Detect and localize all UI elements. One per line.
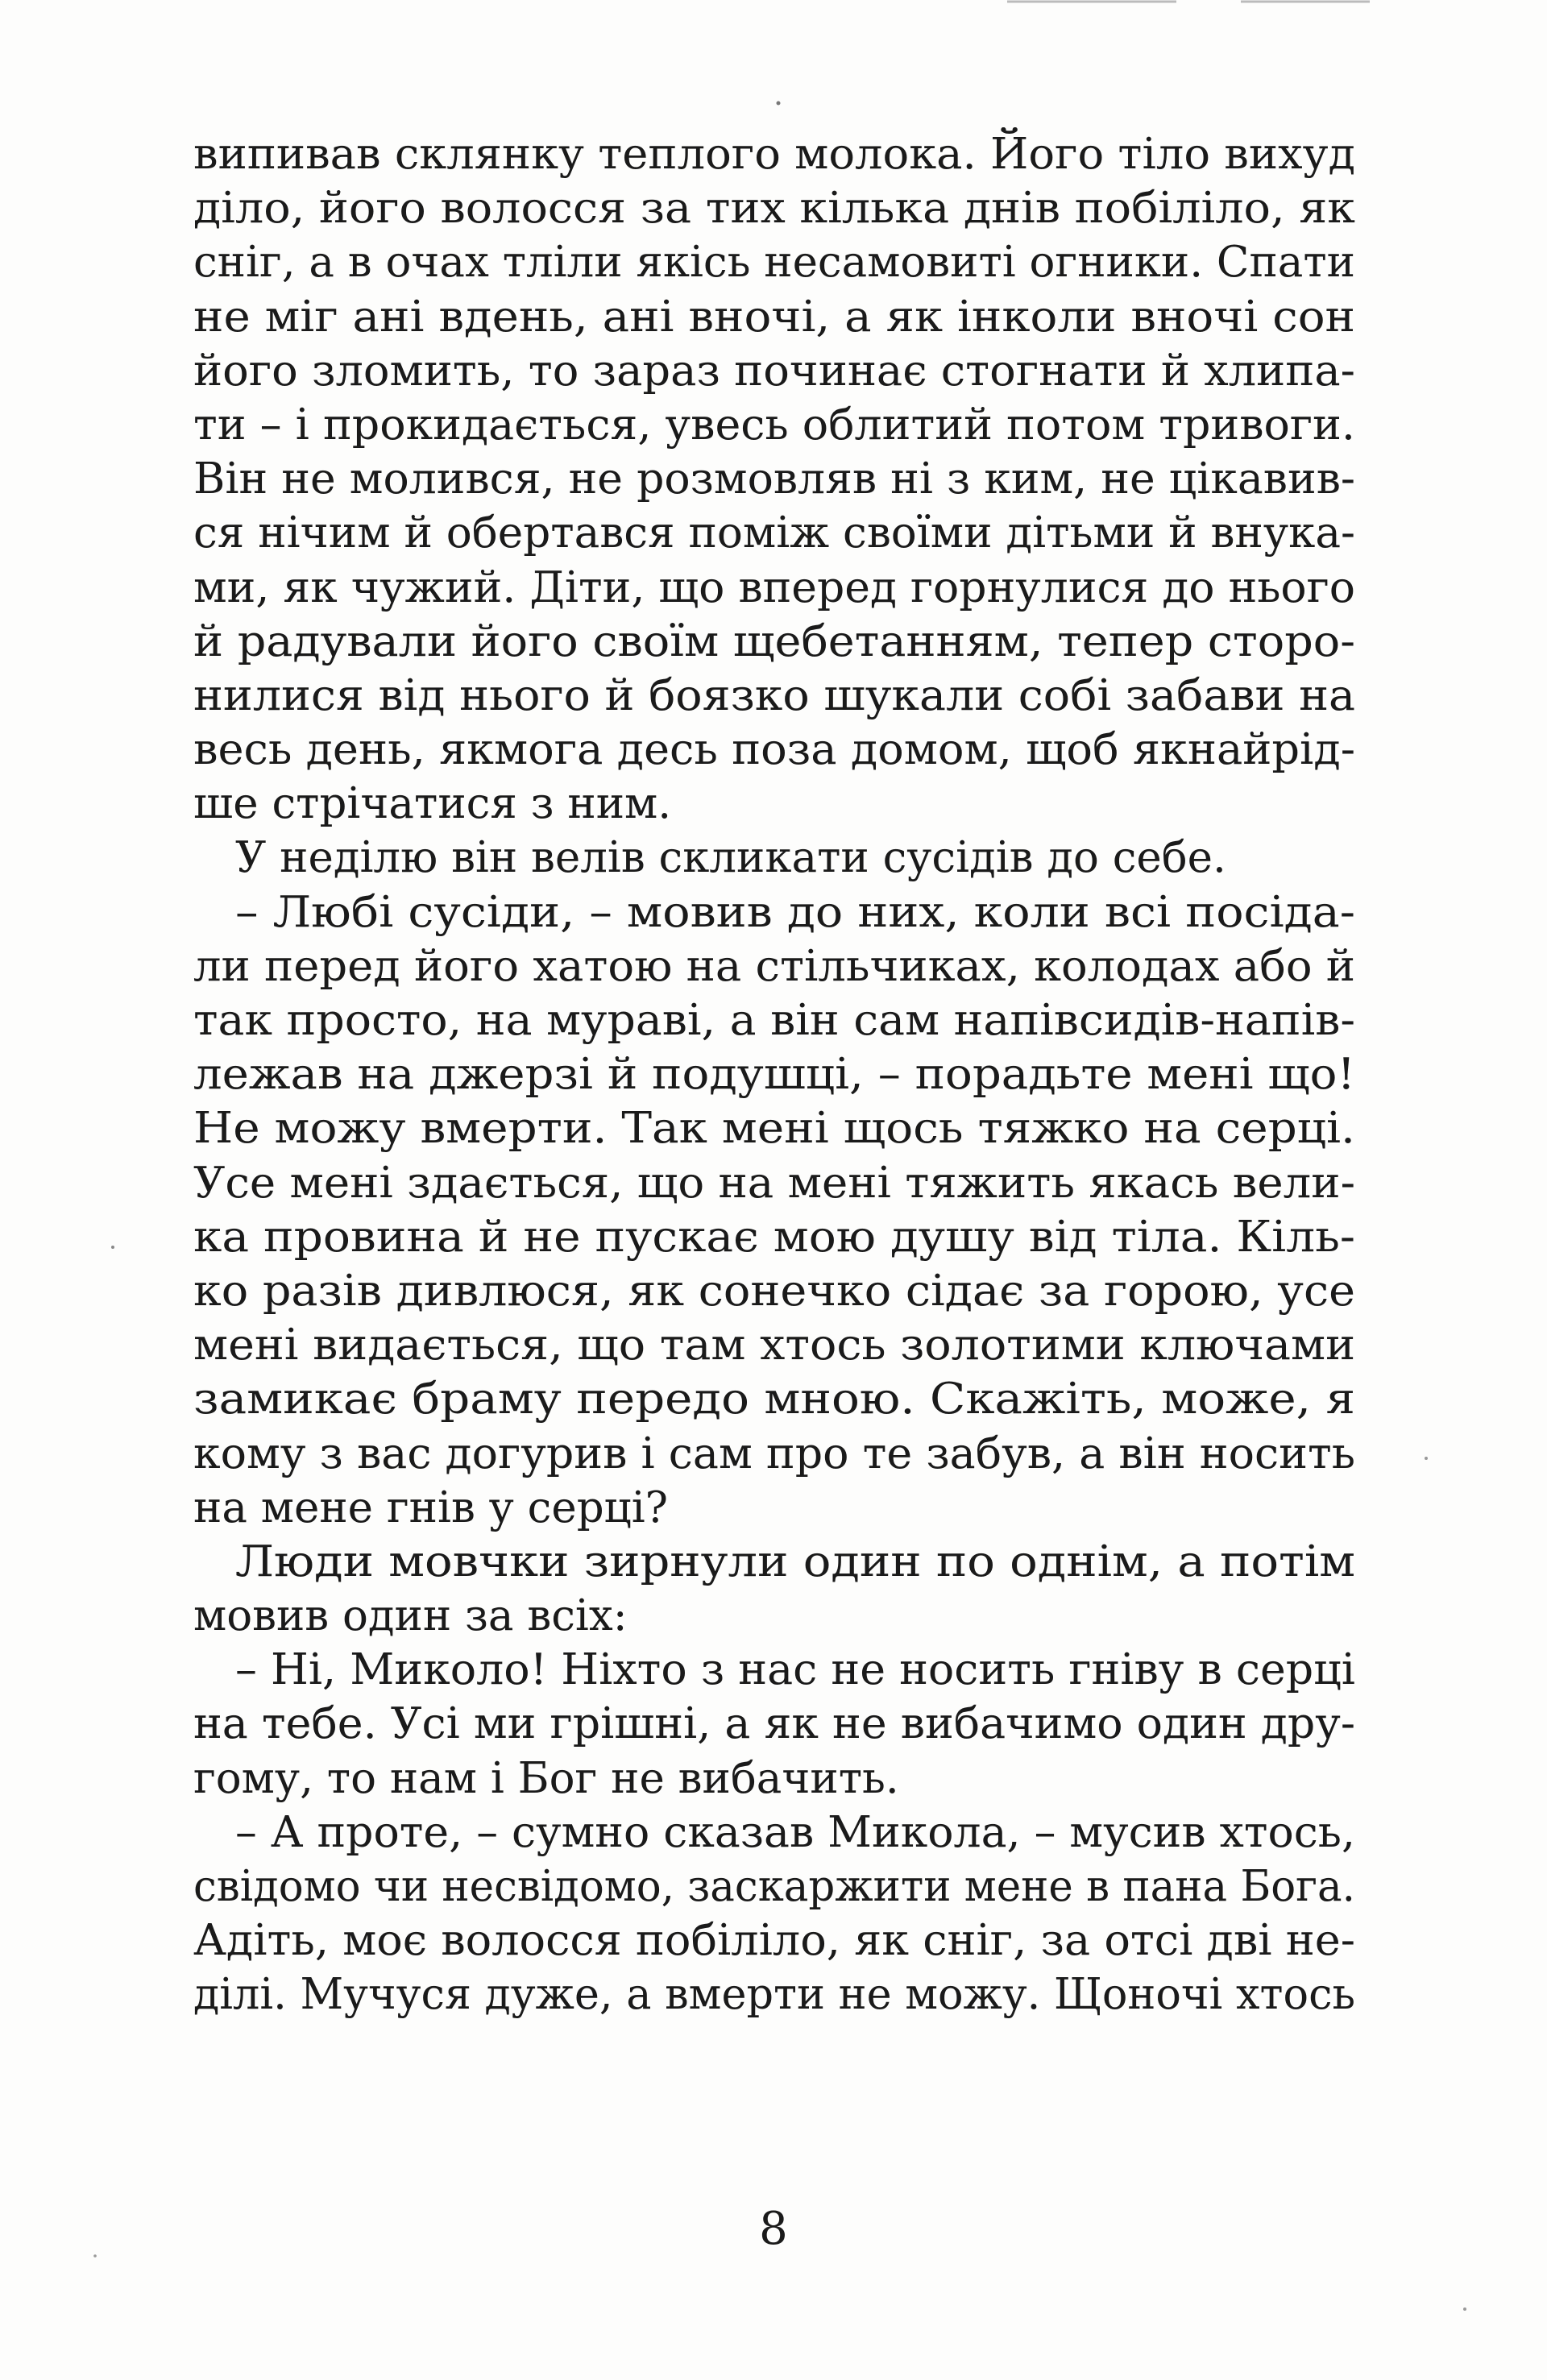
text-line [193,831,1355,885]
text-line-content: ділі. Мучуся дуже, а вмерти не можу. Щоночі хтось [193,1970,1355,2020]
text-line-content: ше стрічатися з ним. [193,779,672,829]
text-line-content: ми, як чужий. Діти, що вперед горнулися до нього [193,562,1355,612]
text-line [193,1101,1355,1155]
text-line-content: так просто, на мураві, а він сам напівсидів-напів- [193,996,1355,1045]
text-line-content: Він не молився, не розмовляв ні з ким, не цікавив- [193,454,1356,504]
text-line-content: мені видається, що там хтось золотими ключами [193,1321,1356,1370]
text-line [193,127,1355,181]
text-line [193,885,1355,939]
text-line-content: ка провина й не пускає мою душу від тіла. Кіль- [193,1212,1355,1262]
text-line-content: ли перед його хатою на стільчиках, колодах або й [193,941,1355,991]
text-line [193,723,1355,777]
text-line [193,344,1355,398]
text-line [193,1967,1355,2021]
text-line-content: Адіть, моє волосся побіліло, як сніг, за отсі дві не- [193,1916,1356,1966]
text-line [193,290,1355,344]
text-line-content: замикає браму передо мною. Скажіть, може, я [193,1375,1355,1424]
text-line-content: на тебе. Усі ми грішні, а як не вибачимо один дру- [193,1699,1355,1749]
text-line-content: випивав склянку теплого молока. Його тіло вихуд [193,130,1355,179]
text-line [193,1264,1355,1318]
text-line [193,1752,1355,1806]
text-line-content: діло, його волосся за тих кілька днів побіліло, як [193,184,1355,234]
text-line-content: ко разів дивлюся, як сонечко сідає за горою, усе [193,1266,1355,1316]
text-line [193,1914,1355,1967]
text-line [193,1643,1355,1697]
page-number: 8 [759,2203,788,2255]
text-line [193,1156,1355,1210]
text-line-content: весь день, якмога десь поза домом, щоб якнайрід- [193,725,1355,775]
text-line [193,398,1355,452]
text-line [193,1047,1355,1101]
text-line-content: Усе мені здається, що на мені тяжить якась вели- [193,1158,1356,1208]
body-text [193,127,1355,2022]
text-line [193,615,1355,669]
text-line [193,939,1355,993]
text-line [193,1481,1355,1535]
text-line [193,235,1355,289]
text-line [193,506,1355,560]
text-line-content: У неділю він велів скликати сусідів до себе. [235,833,1226,883]
text-line [193,993,1355,1047]
text-line [193,1210,1355,1264]
text-line-content: Люди мовчки зирнули один по однім, а потім [235,1536,1355,1586]
text-line-content: його зломить, то зараз починає стогнати й хлипа- [193,346,1355,396]
text-line [193,669,1355,723]
text-line-content: – Любі сусіди, – мовив до них, коли всі посіда- [235,887,1355,937]
text-line-content: свідомо чи несвідомо, заскаржити мене в пана Бога. [193,1862,1355,1911]
text-line-content: лежав на джерзі й подушці, – порадьте мені що! [193,1050,1356,1100]
text-line-content: сніг, а в очах тліли якісь несамовиті огники. Спати [193,238,1355,288]
text-line [193,1589,1355,1643]
text-line [193,452,1355,506]
text-line-content: ся нічим й обертався поміж своїми дітьми й внука- [193,508,1355,558]
text-line [193,181,1355,235]
text-line [193,777,1355,831]
text-line-content: Не можу вмерти. Так мені щось тяжко на серці. [193,1104,1355,1154]
text-line [193,1318,1355,1372]
text-line [193,561,1355,615]
text-line [193,1697,1355,1751]
text-line [193,1806,1355,1860]
text-line-content: й радували його своїм щебетанням, тепер сторо- [193,616,1355,666]
text-line [193,1372,1355,1426]
text-line-content: – А проте, – сумно сказав Микола, – мусив хтось, [235,1807,1356,1857]
text-line-content: кому з вас догурив і сам про те забув, а він носить [193,1428,1355,1478]
text-line-content: нилися від нього й боязко шукали собі забави на [193,670,1355,720]
text-line-content: на мене гнів у серці? [193,1482,669,1532]
text-line-content: мовив один за всіх: [193,1591,628,1641]
text-line-content: гому, то нам і Бог не вибачить. [193,1753,899,1803]
text-line-content: – Ні, Миколо! Ніхто з нас не носить гніву в серці [235,1645,1355,1695]
text-line [193,1860,1355,1914]
text-line [193,1427,1355,1481]
text-line-content: ти – і прокидається, увесь облитий потом тривоги. [193,400,1355,450]
text-line-content: не міг ані вдень, ані вночі, а як інколи вночі сон [193,292,1355,342]
text-line [193,1535,1355,1589]
